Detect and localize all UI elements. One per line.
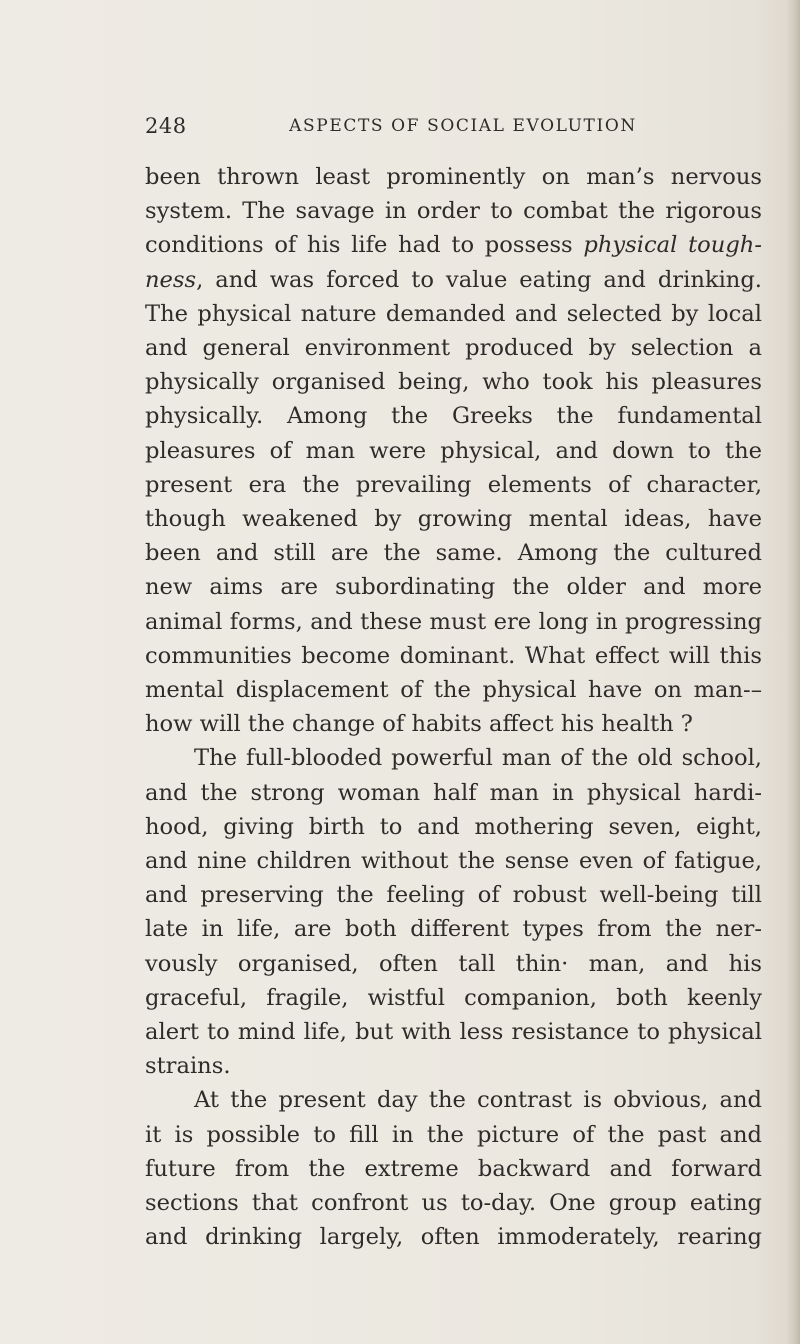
- text-segment: system. The savage in order to combat the rigorous: [145, 198, 762, 225]
- text-line: [145, 1186, 762, 1220]
- text-segment: vously organised, often tall thin· man, and his: [145, 950, 762, 977]
- page-edge-shadow: [786, 0, 800, 1344]
- text-line: [145, 434, 762, 468]
- text-segment: late in life, are both different types from the ner-: [145, 916, 762, 943]
- text-segment: strains.: [145, 1053, 231, 1080]
- text-segment: The physical nature demanded and selected by local: [145, 300, 762, 327]
- text-line: [145, 263, 762, 297]
- text-line: [145, 331, 762, 365]
- text-segment: it is possible to fill in the picture of the past and: [145, 1121, 762, 1148]
- text-line: [145, 468, 762, 502]
- text-segment: communities become dominant. What effect will this: [145, 642, 762, 669]
- text-line: [145, 639, 762, 673]
- text-line: [145, 741, 762, 775]
- text-segment: new aims are subordinating the older and more: [145, 574, 762, 601]
- text-segment: The full-blooded powerful man of the old school,: [194, 745, 762, 772]
- text-line: [145, 912, 762, 946]
- text-segment: present era the prevailing elements of character,: [145, 471, 762, 498]
- text-segment: physically organised being, who took his pleasures: [145, 369, 762, 396]
- text-segment: and preserving the feeling of robust well-being till: [145, 882, 762, 909]
- page-number: 248: [145, 114, 187, 138]
- text-segment: and drinking largely, often immoderately, rearing: [145, 1224, 762, 1251]
- text-line: [145, 673, 762, 707]
- text-segment: physically. Among the Greeks the fundamental: [145, 403, 762, 430]
- text-segment: alert to mind life, but with less resistance to physical: [145, 1019, 762, 1046]
- text-segment: and nine children without the sense even of fatigue,: [145, 848, 762, 875]
- text-segment: how will the change of habits affect his health ?: [145, 711, 693, 738]
- italic-segment: ness: [145, 266, 197, 293]
- text-line: [145, 194, 762, 228]
- text-line: [145, 570, 762, 604]
- text-segment: , and was forced to value eating and drinking.: [196, 266, 762, 293]
- text-line: [145, 981, 762, 1015]
- text-line: [145, 536, 762, 570]
- text-segment: pleasures of man were physical, and down to the: [145, 437, 762, 464]
- text-segment: conditions of his life had to possess: [145, 232, 584, 259]
- text-line: [145, 776, 762, 810]
- text-line: [145, 947, 762, 981]
- page-header: [145, 114, 753, 144]
- text-segment: and general environment produced by selection a: [145, 335, 762, 362]
- text-line: [145, 1118, 762, 1152]
- text-line: [145, 160, 762, 194]
- running-title: ASPECTS OF SOCIAL EVOLUTION: [289, 116, 637, 136]
- text-line: [145, 297, 762, 331]
- text-segment: sections that confront us to-day. One group eating: [145, 1190, 762, 1217]
- text-line: [145, 810, 762, 844]
- text-segment: At the present day the contrast is obvious, and: [194, 1087, 762, 1114]
- text-line: [145, 707, 762, 741]
- text-line: [145, 399, 762, 433]
- text-segment: mental displacement of the physical have on man-–: [145, 677, 762, 704]
- italic-segment: physical tough-: [583, 232, 762, 259]
- text-line: [145, 844, 762, 878]
- text-segment: graceful, fragile, wistful companion, both keenly: [145, 984, 762, 1011]
- text-line: [145, 502, 762, 536]
- text-segment: animal forms, and these must ere long in progressing: [145, 608, 762, 635]
- text-line: [145, 878, 762, 912]
- text-segment: future from the extreme backward and forward: [145, 1155, 762, 1182]
- text-segment: been and still are the same. Among the cultured: [145, 540, 762, 567]
- body-text: [145, 160, 762, 1255]
- text-line: [145, 1220, 762, 1254]
- text-line: [145, 228, 762, 262]
- text-segment: been thrown least prominently on man’s nervous: [145, 164, 762, 190]
- text-line: [145, 365, 762, 399]
- text-segment: hood, giving birth to and mothering seven, eight,: [145, 813, 762, 840]
- text-line: [145, 1015, 762, 1049]
- text-line: [145, 1049, 762, 1083]
- text-line: [145, 1083, 762, 1117]
- text-line: [145, 605, 762, 639]
- text-segment: and the strong woman half man in physical hardi-: [145, 779, 762, 806]
- text-line: [145, 1152, 762, 1186]
- text-segment: though weakened by growing mental ideas, have: [145, 506, 762, 533]
